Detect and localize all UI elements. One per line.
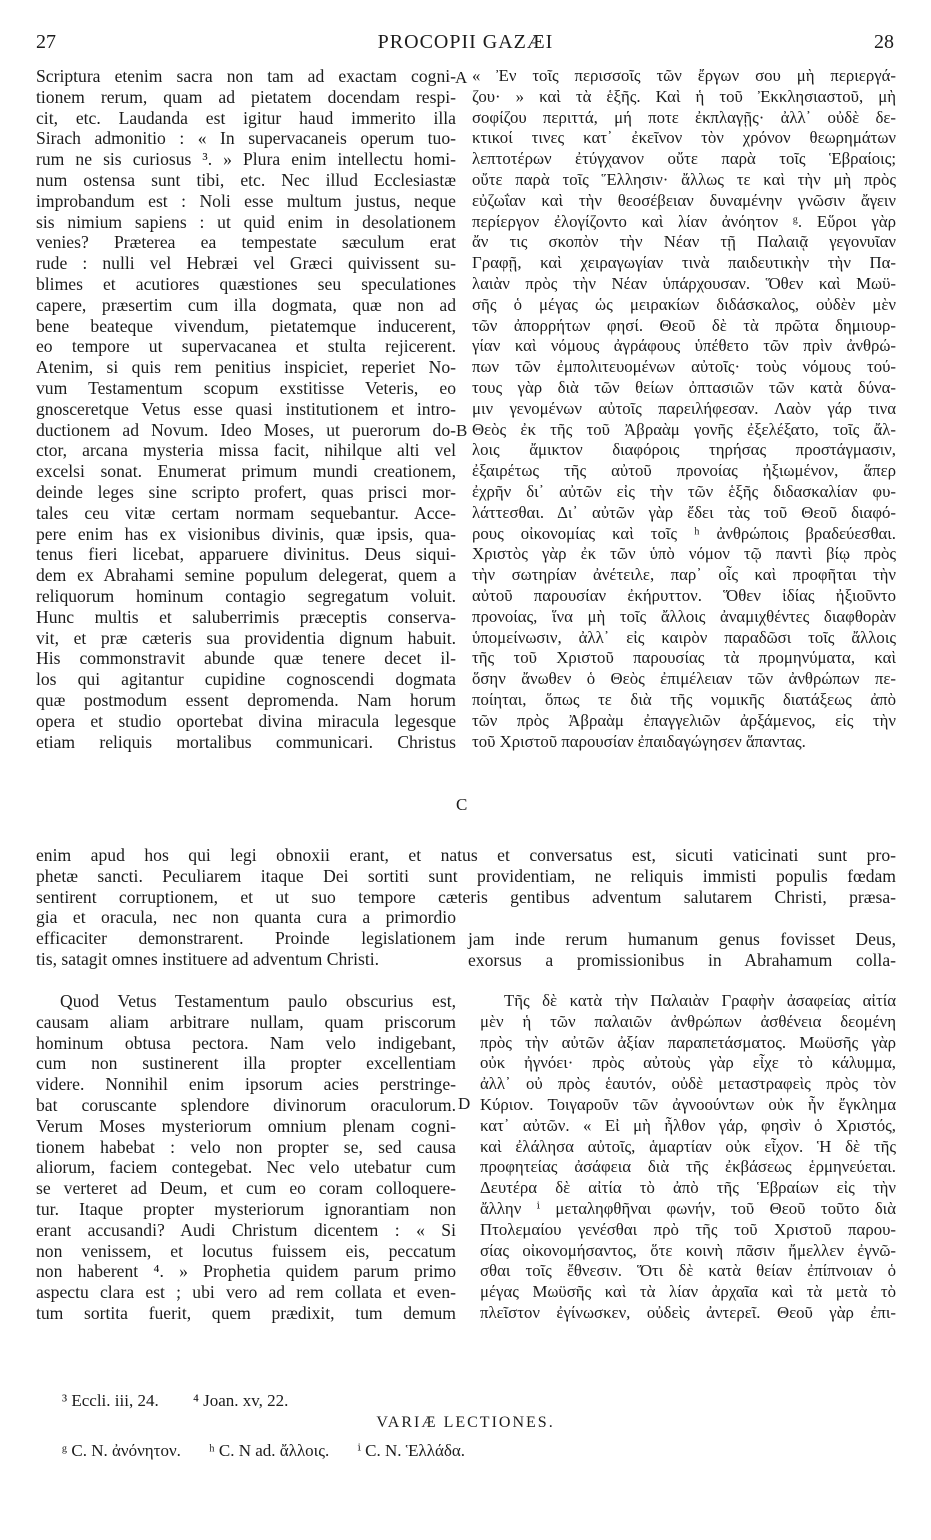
text-line: tionem rerum, quam ad pietatem docendam respi- [36, 86, 456, 107]
variant-reading: ⁱ C. N. Ἑλλάδα. [357, 1441, 466, 1460]
text-line: ζου· » καὶ τὰ ἑξῆς. Καὶ ἡ τοῦ Ἐκκλησιαστοῦ, μὴ [472, 86, 896, 106]
text-line: « Ἐν τοῖς περισσοῖς τῶν ἔργων σου μὴ περιεργά- [472, 66, 896, 85]
text-line: τους γὰρ διὰ τῶν θείων ὀπτασιῶν τῶν κατὰ δύνα- [472, 377, 896, 397]
text-line: jam inde rerum humanum genus fovisset Deus, [468, 929, 896, 949]
text-line: ἐξαιρέτως τῆς αὐτοῦ προνοίας ἠξιωμένον, ἅπερ [472, 461, 896, 481]
text-line: ἄν τις σκοπὸν τὴν Νέαν τῇ Παλαιᾷ γεγονυῖαν [472, 232, 896, 252]
text-line: blimes et acutiores quæstiones seu speculationes [36, 273, 456, 294]
text-line: ctor, arcana mysteria missa facit, nihilque alti vel [36, 440, 456, 461]
text-line: Quod Vetus Testamentum paulo obscurius est, [60, 991, 456, 1011]
text-line: gnosceretque Vetus esse quasi institutionem et intro- [36, 398, 456, 419]
text-line: Δευτέρα δὲ αἰτία τὸ ἀπὸ τῆς Ἑβραίων εἰς τὴν [480, 1178, 896, 1198]
text-line: tales ceu vitæ certam normam sequebantur. Acce- [36, 502, 456, 523]
footnotes [62, 1391, 318, 1411]
text-line: Atenim, si quis rem penitius inspiciet, reperiet No- [36, 357, 456, 378]
text-line: Τῆς δὲ κατὰ τὴν Παλαιὰν Γραφὴν ἀσαφείας αἰτία [504, 991, 896, 1010]
text-line: σθαι τοῖς ἔθνεσιν. Ὅτι δὲ κατὰ θείαν ἐπίπνοιαν ὁ [480, 1261, 896, 1281]
text-line: ρους οἰκονομίας καὶ τοῖς ʰ ἀνθρώποις βραδεύεσθαι. [472, 523, 896, 543]
text-line: αὐτοῦ παρουσίαν ἐκήρυττον. Ὅθεν ἰδίας ἠξιοῦντο [472, 585, 896, 605]
text-line: tis, satagit omnes instituere ad adventum Christi. [36, 948, 380, 969]
text-line: pere enim has ex visionibus divinis, quæ ipsis, qua- [36, 523, 456, 544]
text-line: videre. Nonnihil enim ipsorum acies perstringe- [36, 1074, 456, 1095]
text-line: tionem habebat : velo non propter se, sed causa [36, 1136, 456, 1157]
text-line: aspectu clara est ; ubi vero ad rem collata et even- [36, 1282, 456, 1303]
text-line: vit, et præ cæteris sua providentia dignum habuit. [36, 627, 456, 648]
text-line: dem ex Abrahami semine populum delegerat, quem a [36, 565, 456, 586]
latin-column-bottom [36, 991, 456, 1324]
greek-column-bottom [480, 991, 896, 1324]
text-line: πλεῖστον ἐγίνωσκεν, οὐδεὶς ἀντερεῖ. Θεοῦ γὰρ ἐπι- [480, 1302, 896, 1322]
text-line: se verteret ad Deum, et cum eo coram colloquere- [36, 1178, 456, 1199]
text-line: His commonstravit abunde quæ tenere decet il- [36, 648, 456, 669]
text-line: cit, etc. Laudanda est igitur haud immerito illa [36, 107, 456, 128]
text-line: ποίηται, ὅπως τε διὰ τῆς νομικῆς διατάξεως ἀπὸ [472, 689, 896, 709]
text-line: ἀλλ᾽ οὐ πρὸς ἑαυτόν, οὐδὲ μεταστραφεὶς πρὸς τὸν [480, 1074, 896, 1094]
text-line: καὶ ἐλάλησα αὐτοῖς, ἁμαρτίαν οὐκ εἶχον. Ἡ δὲ τῆς [480, 1136, 896, 1156]
margin-marker-a: A [455, 68, 468, 87]
text-line: bene beateque vivendum, pietatemque inducerent, [36, 315, 456, 336]
text-line: hominum obtusa pectora. Nam velo indigebant, [36, 1032, 456, 1053]
text-line: gia et oracula, nec non quanta cura a primordio [36, 907, 456, 928]
text-line: πρὸς τὴν αὐτῶν ἀξίαν παραπετάσματος. Μωϋσῆς γὰρ [480, 1032, 896, 1052]
text-line: οὐκ ἠγνόει· πρὸς αὐτοὺς γὰρ εἶχε τὸ κάλυμμα, [480, 1053, 896, 1073]
text-line: τῶν ἀπορρήτων φησί. Θεοῦ δὲ τὰ πρῶτα δημιουρ- [472, 315, 896, 335]
text-line: tenus fieri licebat, apparuere divinitus. Deus siqui- [36, 544, 456, 565]
text-line: Πτολεμαίου γενέσθαι πρὸ τῆς τοῦ Χριστοῦ παρου- [480, 1219, 896, 1239]
text-line: περίεργον ἐλογίζοντο καὶ λίαν ἀνόητον ᵍ. Εὕροι γὰρ [472, 211, 896, 231]
text-line: los qui agitantur cupidine cognoscendi dogmata [36, 669, 456, 690]
page-number-right: 28 [874, 31, 894, 53]
variant-readings [62, 1441, 489, 1461]
text-line: προφητείας ἀσάφεια διὰ τῆς ἐκβάσεως ἑρμηνεύεται. [480, 1157, 896, 1177]
text-line: sentirent corruptionem, et ut suo tempore cæteris gentibus adventum salutarem Christi, præsa- [36, 886, 896, 907]
text-line: Χριστὸς γὰρ ἐκ τῶν ὑπὸ νόμον τῷ παντὶ βίῳ πρὸς [472, 544, 896, 564]
text-line: λεπτοτέρων ἐτύγχανον οὔτε παρὰ τοῖς Ἑβραίοις; [472, 149, 896, 169]
text-line: num ostensa sunt tibi, etc. Nec illud Ecclesiastæ [36, 169, 456, 190]
latin-continuation-right [468, 929, 896, 971]
text-line: τοῦ Χριστοῦ παρουσίαν ἐπαιδαγώγησεν ἅπαντας. [472, 731, 806, 751]
text-line: Γραφῇ, καὶ χειραγωγίαν τινὰ παιδευτικὴν τὴν Πα- [472, 253, 896, 273]
running-head: PROCOPII GAZÆI [377, 31, 554, 53]
text-line: deinde leges sine scripto profert, quas prisci mor- [36, 481, 456, 502]
text-line: quæ postmodum essent depromenda. Nam horum [36, 689, 456, 710]
text-line: capere, præsertim cum illa dogmata, quæ non ad [36, 294, 456, 315]
text-line: ἄλλην ⁱ μεταληφθῆναι φωνήν, τοῦ Θεοῦ τοῦτο διὰ [480, 1198, 896, 1218]
text-line: εὐζωΐαν καὶ τὴν θεοσέβειαν δυναμένην γνῶσιν ἄγειν [472, 190, 896, 210]
text-line: improbandum est : Noli esse multum justus, neque [36, 190, 456, 211]
text-line: etiam reliquis mortalibus communicari. Christus [36, 731, 456, 752]
text-line: λοις ἄμικτον διαφόροις τηρήσας προστάγμασιν, [472, 440, 896, 460]
text-line: ὑπομείνωσιν, ἀλλ᾽ εἰς καιρὸν παραδῶσι τοῖς ἄλλοις [472, 627, 896, 647]
text-line: σοφίζου περιττά, μή ποτε ἐκπλαγῇς· ἀλλ᾽ οὐδὲ δε- [472, 107, 896, 127]
text-line: erant accusandi? Audi Christum dicentem : « Si [36, 1219, 456, 1240]
footnote: ³ Eccli. iii, 24. [62, 1391, 159, 1410]
page-number-left: 27 [36, 31, 56, 53]
text-line: efficaciter demonstrarent. Proinde legislationem [36, 928, 456, 949]
text-line: Κύριον. Τοιγαροῦν τῶν ἀγνοούντων οὐκ ἦν ἔγκλημα [480, 1094, 896, 1114]
text-line: προνοίας, ἵνα μὴ τοῖς ἄλλοις ἀναμιχθέντες διαφθορὰν [472, 606, 896, 626]
text-line: vum Testamentum scopum exstitisse Veteris, eo [36, 377, 456, 398]
text-line: bat coruscante splendore divinorum oraculorum. [36, 1094, 456, 1115]
text-line: sis nimium sapiens : ut quid enim in desolationem [36, 211, 456, 232]
margin-marker-c: C [456, 795, 468, 814]
text-line: Hunc multis et saluberrimis præceptis conserva- [36, 606, 456, 627]
text-line: rum ne sis curiosus ³. » Plura enim intellectu homi- [36, 149, 456, 170]
text-line: τῶν πρὸς Ἀβραὰμ ἐπαγγελιῶν ἀρξάμενος, εἰς τὴν [472, 710, 896, 730]
variant-reading: ʰ C. N ad. ἄλλοις. [209, 1441, 330, 1460]
text-line: γίαν καὶ νόμους ἀγράφους ὑπέθετο τῶν πρὶν ἀνθρώ- [472, 336, 896, 356]
text-line: μέγας Μωϋσῆς καὶ τὰ λίαν ἀρχαῖα καὶ τὰ μετὰ τὸ [480, 1282, 896, 1302]
text-line: ὅσην ἄνωθεν ὁ Θεὸς ἐπιμέλειαν τῶν ἀνθρώπων πε- [472, 669, 896, 689]
text-line: venies? Præterea ea tempestate sæculum erat [36, 232, 456, 253]
text-line: phetæ sancti. Peculiarem itaque Dei sortiti sunt providentiam, ne reliquis immisti populis fœdam [36, 865, 896, 886]
text-line: σίας οἰκονομήσαντος, ὅτε κοινὴ πᾶσιν ἤμελλεν ἐγνῶ- [480, 1240, 896, 1260]
text-line: Sirach admonitio : « In supervacaneis operum tuo- [36, 128, 456, 149]
text-line: Scriptura etenim sacra non tam ad exactam cogni- [36, 66, 456, 86]
variae-lectiones-heading: VARIÆ LECTIONES. [376, 1414, 555, 1431]
text-line: μιν γενομένων αὐτοῖς παρειλήφεσαν. Λαὸν γάρ τινα [472, 398, 896, 418]
text-line: excelsi sonat. Enumerat primum mundi creationem, [36, 461, 456, 482]
text-line: opera et studio oportebat divina miracula legesque [36, 710, 456, 731]
text-line: λάττεσθαι. Δι᾽ αὐτῶν γὰρ ἔδει τὰς τοῦ Θεοῦ διαφό- [472, 502, 896, 522]
text-line: aliorum, faciem contegebat. Nec velo utebatur cum [36, 1157, 456, 1178]
text-line: reliquorum hominum contagio segregatum voluit. [36, 585, 456, 606]
text-line: tur. Itaque propter mysteriorum ignorantiam non [36, 1198, 456, 1219]
text-line: tum sortita fuerit, quem prædixit, tum demum [36, 1302, 456, 1323]
text-line: eo tempore ut supervacanea et stulta rejicerent. [36, 336, 456, 357]
greek-column-top [472, 66, 896, 752]
text-line: μὲν ἡ τῶν παλαιῶν ἀνθρώπων ἀσθένεια δεομένη [480, 1011, 896, 1031]
text-line: causam aliam arbitrare nullam, quam priscorum [36, 1011, 456, 1032]
text-line: exorsus a promissionibus in Abrahamum colla- [468, 949, 896, 970]
text-line: τῆς τοῦ Χριστοῦ παρουσίας τὰ προμηνύματα, καὶ [472, 648, 896, 668]
text-line: πων τῶν ἐμπολιτευομένων αὐτοῖς· τοὺς νόμους τού- [472, 357, 896, 377]
text-line: οὔτε παρὰ τοῖς Ἕλλησιν· ἄλλως τε καὶ τὴν μὴ πρὸς [472, 169, 896, 189]
latin-column-top [36, 66, 456, 752]
text-line: ἐχρῆν δι᾽ αὐτῶν εἰς τὴν τῶν ἑξῆς διδασκαλίαν φυ- [472, 481, 896, 501]
footnote: ⁴ Joan. xv, 22. [192, 1391, 289, 1410]
text-line: rude : nulli vel Hebræi vel Græci quivissent su- [36, 253, 456, 274]
margin-marker-d: D [458, 1094, 471, 1113]
text-line: κατ᾽ αὐτῶν. « Εἰ μὴ ἦλθον γάρ, φησὶν ὁ Χριστός, [480, 1115, 896, 1135]
variant-reading: ᵍ C. N. ἀνόνητον. [62, 1441, 181, 1460]
text-line: enim apud hos qui legi obnoxii erant, et natus et conversatus est, sicuti vaticinati sunt pro- [36, 845, 896, 865]
text-line: σῆς ὁ μέγας ὡς μειρακίων διδάσκαλος, οὐδὲν μὲν [472, 294, 896, 314]
text-line: non haberent ⁴. » Prophetia quidem parum primo [36, 1261, 456, 1282]
text-line: cum non sustinerent illa propter excellentiam [36, 1053, 456, 1074]
text-line: Verum Moses mysteriorum omnium plenam cogni- [36, 1115, 456, 1136]
margin-marker-b: B [456, 421, 468, 440]
text-line: non venissem, et locutus fuissem eis, peccatum [36, 1240, 456, 1261]
text-line: Θεὸς ἐκ τῆς τοῦ Ἀβραὰμ γονῆς ἐξελέξατο, τοῖς ἄλ- [472, 419, 896, 439]
text-line: κτικοί τινες κατ᾽ ἐκεῖνον τὸν χρόνον θεωρημάτων [472, 128, 896, 148]
text-line: ductionem ad Novum. Ideo Moses, ut puerorum do- [36, 419, 456, 440]
text-line: τὴν σωτηρίαν ἀνέτειλε, παρ᾽ οἷς καὶ προφῆται τὴν [472, 565, 896, 585]
text-line: λαιὰν πρὸς τὴν Νέαν ὑπάρχουσαν. Ὅθεν καὶ Μωϋ- [472, 273, 896, 293]
